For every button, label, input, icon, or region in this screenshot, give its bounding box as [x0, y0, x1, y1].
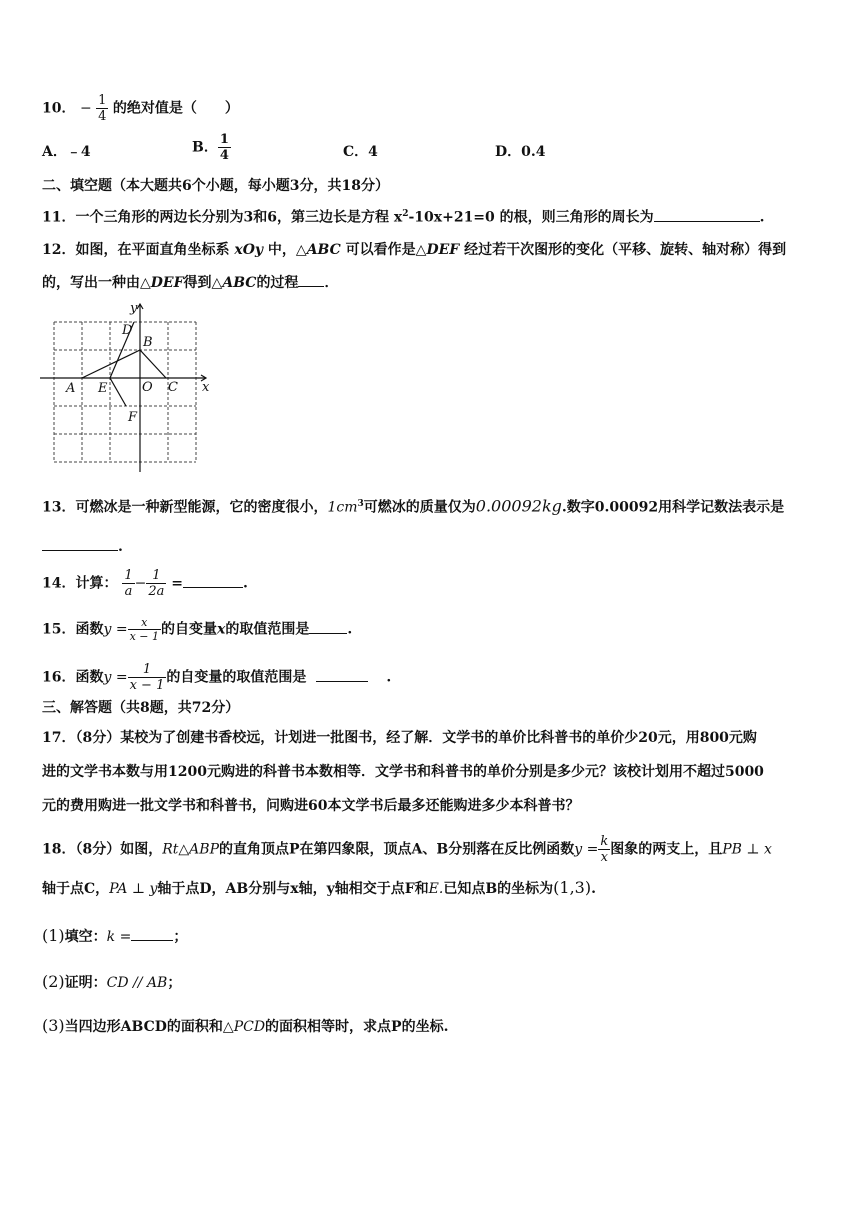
question-16: 16．函数y = $\frac{1}{x - 1}$ 的自变量的取值范围是 . — [42, 662, 392, 693]
section-3-heading: 三、解答题（共8题，共72分） — [42, 700, 240, 716]
label-x: x — [202, 380, 210, 395]
label-E: E — [98, 381, 108, 396]
label-B: B — [143, 335, 153, 350]
q10-fraction: $\frac{1}{4}$ — [98, 93, 107, 124]
q10-option-b: B． $\frac{1}{4}$ — [192, 132, 229, 163]
q10-text: 的绝对值是（ ） — [112, 100, 239, 117]
question-12-line2: 的，写出一种由△DEF得到△ABC的过程 ． — [42, 272, 338, 293]
question-17-line3: 元的费用购进一批文学书和科普书，问购进60本文学书后最多还能购进多少本科普书？ — [42, 798, 580, 814]
q10-option-a: A．﹣4 — [42, 144, 91, 160]
q18-part-3: (3)当四边形ABCD的面积和△PCD的面积相等时，求点P的坐标. — [42, 1016, 449, 1035]
q16-blank[interactable] — [316, 667, 368, 682]
question-18-line1: 18．（8分）如图，Rt△ABP的直角顶点P在第四象限，顶点A、B分别落在反比例函数y = $\frac{k}{x}$ 图象的两支上，且PB ⊥ x — [42, 834, 772, 865]
question-12-line1: 12．如图，在平面直角坐标系 xOy 中，△ABC 可以看作是△DEF 经过若干次图形的变化（平移、旋转、轴对称）得到 — [42, 242, 787, 258]
q12-blank[interactable] — [298, 272, 324, 287]
q13-blank[interactable] — [42, 536, 118, 551]
question-13-blank-line: . — [42, 536, 123, 557]
q18-k-blank[interactable] — [131, 926, 173, 941]
question-17-line1: 17．（8分）某校为了创建书香校远，计划进一批图书，经了解．文学书的单价比科普书的单价少20元，用800元购 — [42, 730, 757, 746]
label-O: O — [142, 380, 153, 395]
question-15: 15．函数y = $\frac{x}{x - 1}$ 的自变量x的取值范围是 . — [42, 616, 353, 643]
q10-option-c: C．4 — [343, 144, 378, 160]
label-F: F — [128, 410, 138, 425]
q18-part-2: (2)证明：CD // AB； — [42, 972, 182, 991]
section-2-heading: 二、填空题（本大题共6个小题，每小题3分，共18分） — [42, 178, 389, 194]
label-C: C — [168, 380, 178, 395]
q15-blank[interactable] — [309, 619, 347, 634]
question-11: 11．一个三角形的两边长分别为3和6，第三边长是方程 $x^2-10x+21=0$ 的根，则三角形的周长为 . — [42, 204, 765, 228]
q14-blank[interactable] — [183, 573, 243, 588]
label-D: D — [122, 323, 133, 338]
q10-number: 10． — [42, 100, 76, 117]
q11-blank[interactable] — [654, 207, 760, 222]
question-14: 14．计算： $\frac{1}{a}$ − $\frac{1}{2a}$ = . — [42, 568, 248, 599]
q10-neg: − — [79, 100, 92, 117]
question-17-line2: 进的文学书本数与用1200元购进的科普书本数相等．文学书和科普书的单价分别是多少元？该校计划用不超过5000 — [42, 764, 764, 780]
question-18-line2: 轴于点C，PA ⊥ y轴于点D，AB分别与x轴，y轴相交于点F和E.已知点B的坐标为(1,3). — [42, 878, 596, 897]
coordinate-figure — [36, 298, 216, 478]
label-y: y — [130, 301, 138, 316]
q18-part-1: (1)填空：k = ； — [42, 926, 188, 945]
question-10 — [42, 93, 239, 124]
label-A: A — [66, 381, 76, 396]
question-13: 13．可燃冰是一种新型能源，它的密度很小，$1cm^3$可燃冰的质量仅为0.00092kg.数字0.00092用科学记数法表示是 — [42, 496, 785, 516]
q10-option-d: D．0.4 — [495, 144, 546, 160]
